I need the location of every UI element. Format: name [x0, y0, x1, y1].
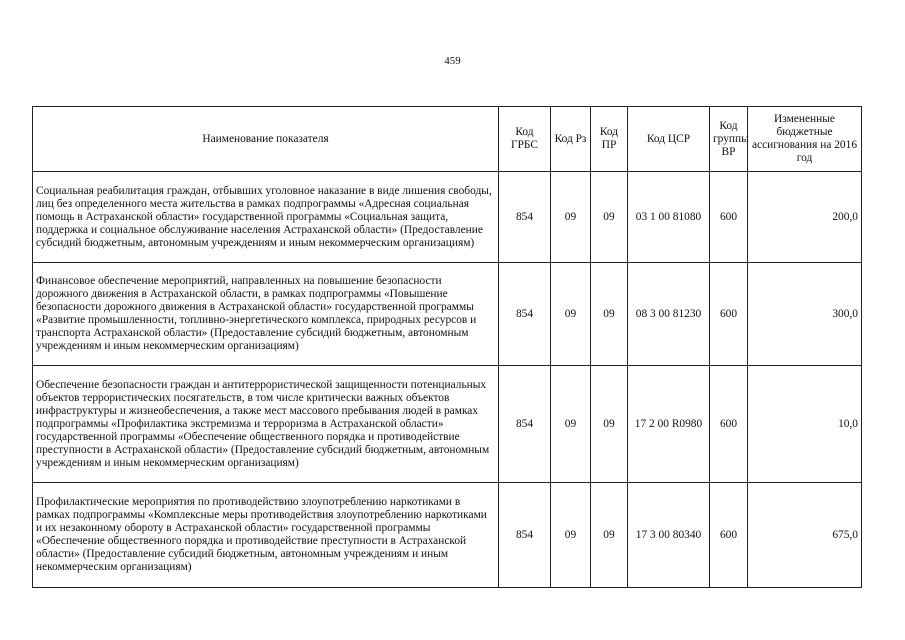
row-name: Обеспечение безопасности граждан и антитеррористической защищенности потенциальных объектов террористических посягательств, в том числе критически важных объектов инфраструктуры и жизнеобеспечения, а также мест массового пребывания людей в рамках подпрограммы «Профилактика экстремизма и терроризма в Астраханской области» государственной программы «Обеспечение общественного порядка и противодействие преступности в Астраханской области» (Предоставление субсидий бюджетным, автономным учреждениям и иным некоммерческим организациям)	[33, 366, 499, 483]
row-vr: 600	[710, 483, 748, 588]
row-amount: 300,0	[748, 263, 862, 366]
header-amount: Измененные бюджетные ассигнования на 2016 год	[748, 107, 862, 172]
table-row	[33, 263, 862, 366]
row-csr: 17 2 00 R0980	[628, 366, 710, 483]
header-csr: Код ЦСР	[628, 107, 710, 172]
header-pr: Код ПР	[591, 107, 628, 172]
row-vr: 600	[710, 366, 748, 483]
table-header-row	[33, 107, 862, 172]
row-pr: 09	[591, 366, 628, 483]
table-row	[33, 366, 862, 483]
row-pr: 09	[591, 263, 628, 366]
row-name: Профилактические мероприятия по противодействию злоупотреблению наркотиками в рамках подпрограммы «Комплексные меры противодействия злоупотреблению наркотиками и их незаконному обороту в Астраханской области» государственной программы «Обеспечение общественного порядка и противодействие преступности в Астраханской области» (Предоставление субсидий бюджетным, автономным учреждениям и иным некоммерческим организациям)	[33, 483, 499, 588]
table-row	[33, 172, 862, 263]
row-csr: 08 3 00 81230	[628, 263, 710, 366]
row-rz: 09	[551, 172, 591, 263]
row-rz: 09	[551, 263, 591, 366]
row-amount: 10,0	[748, 366, 862, 483]
row-csr: 17 3 00 80340	[628, 483, 710, 588]
header-rz: Код Рз	[551, 107, 591, 172]
row-grbs: 854	[499, 366, 551, 483]
row-amount: 675,0	[748, 483, 862, 588]
row-pr: 09	[591, 483, 628, 588]
row-grbs: 854	[499, 263, 551, 366]
row-vr: 600	[710, 263, 748, 366]
header-vr: Код группы ВР	[710, 107, 748, 172]
table-row	[33, 483, 862, 588]
row-csr: 03 1 00 81080	[628, 172, 710, 263]
row-name: Финансовое обеспечение мероприятий, направленных на повышение безопасности дорожного движения в Астраханской области, в рамках подпрограммы «Повышение безопасности дорожного движения в Астраханской области» государственной программы «Развитие промышленности, топливно-энергетического комплекса, природных ресурсов и транспорта Астраханской области» (Предоставление субсидий бюджетным, автономным учреждениям и иным некоммерческим организациям)	[33, 263, 499, 366]
row-name: Социальная реабилитация граждан, отбывших уголовное наказание в виде лишения свободы, лиц без определенного места жительства в рамках подпрограммы «Адресная социальная помощь в Астраханской области» государственной программы «Социальная защита, поддержка и социальное обслуживание населения Астраханской области» (Предоставление субсидий бюджетным, автономным учреждениям и иным некоммерческим организациям)	[33, 172, 499, 263]
row-amount: 200,0	[748, 172, 862, 263]
header-name: Наименование показателя	[33, 107, 499, 172]
row-pr: 09	[591, 172, 628, 263]
budget-table	[32, 106, 862, 588]
page-number: 459	[444, 55, 461, 67]
row-vr: 600	[710, 172, 748, 263]
header-grbs: Код ГРБС	[499, 107, 551, 172]
row-rz: 09	[551, 366, 591, 483]
row-rz: 09	[551, 483, 591, 588]
row-grbs: 854	[499, 172, 551, 263]
row-grbs: 854	[499, 483, 551, 588]
